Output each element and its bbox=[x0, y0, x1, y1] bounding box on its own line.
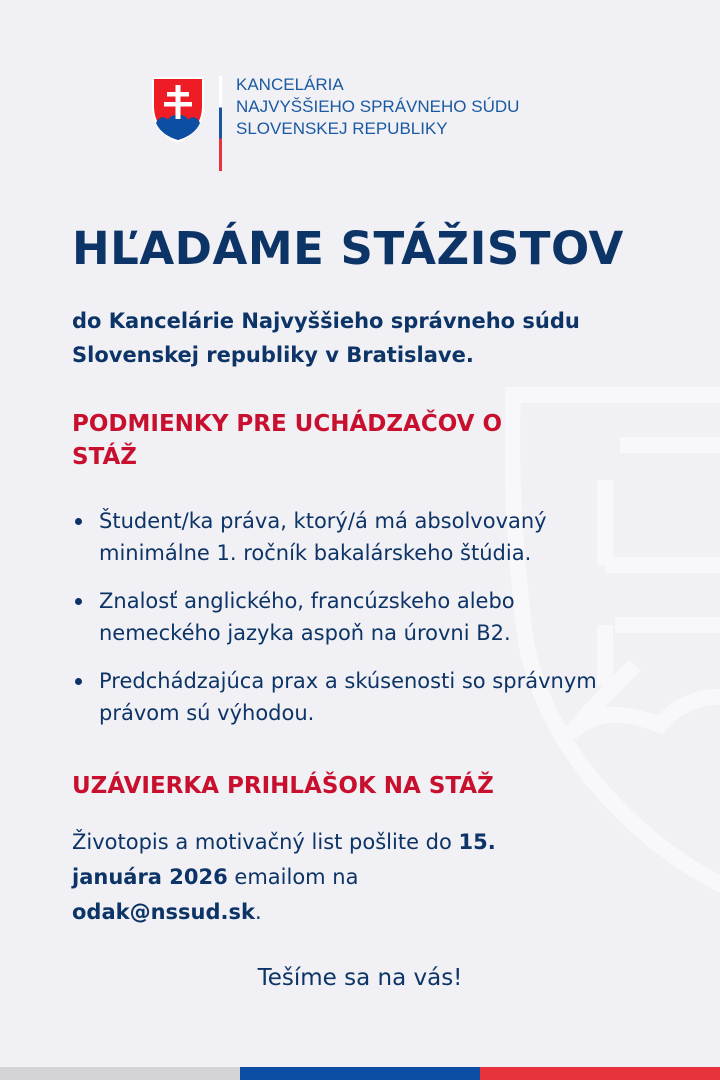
bar-gray bbox=[0, 1067, 240, 1080]
closing-text: Tešíme sa na vás! bbox=[257, 965, 463, 991]
bar-blue bbox=[240, 1067, 480, 1080]
deadline-text-part: . bbox=[254, 900, 262, 924]
tricolor-footer-bar bbox=[0, 1067, 720, 1080]
deadline-text bbox=[72, 825, 532, 930]
deadline-text-part: Životopis a motivačný list pošlite do bbox=[72, 830, 459, 854]
logo-divider bbox=[219, 76, 222, 171]
list-item: Predchádzajúca prax a skúsenosti so správnym právom sú výhodou. bbox=[72, 665, 632, 729]
deadline-text-part: emailom na bbox=[227, 865, 359, 889]
bar-red bbox=[480, 1067, 720, 1080]
subtitle: do Kancelárie Najvyššieho správneho súdu Slovenskej republiky v Bratislave. bbox=[72, 309, 580, 367]
deadline-date: 15. januára 2026 bbox=[72, 830, 496, 889]
list-item: Študent/ka práva, ktorý/á má absolvovaný minimálne 1. ročník bakalárskeho štúdia. bbox=[72, 505, 632, 569]
institution-name bbox=[236, 74, 519, 140]
list-item: Znalosť anglického, francúzskeho alebo nemeckého jazyka aspoň na úrovni B2. bbox=[72, 585, 632, 649]
page-title: HĽADÁME STÁŽISTOV bbox=[72, 222, 624, 275]
slovak-coat-of-arms-icon bbox=[151, 76, 205, 144]
email-link[interactable]: odak@nssud.sk bbox=[72, 900, 255, 924]
logo-line: SLOVENSKEJ REPUBLIKY bbox=[236, 119, 448, 138]
conditions-heading: PODMIENKY PRE UCHÁDZAČOV O STÁŽ bbox=[72, 411, 503, 470]
deadline-heading: UZÁVIERKA PRIHLÁŠOK NA STÁŽ bbox=[72, 773, 494, 799]
conditions-list bbox=[72, 505, 632, 745]
logo-line: KANCELÁRIA bbox=[236, 75, 344, 94]
logo-line: NAJVYŠŠIEHO SPRÁVNEHO SÚDU bbox=[236, 97, 520, 116]
